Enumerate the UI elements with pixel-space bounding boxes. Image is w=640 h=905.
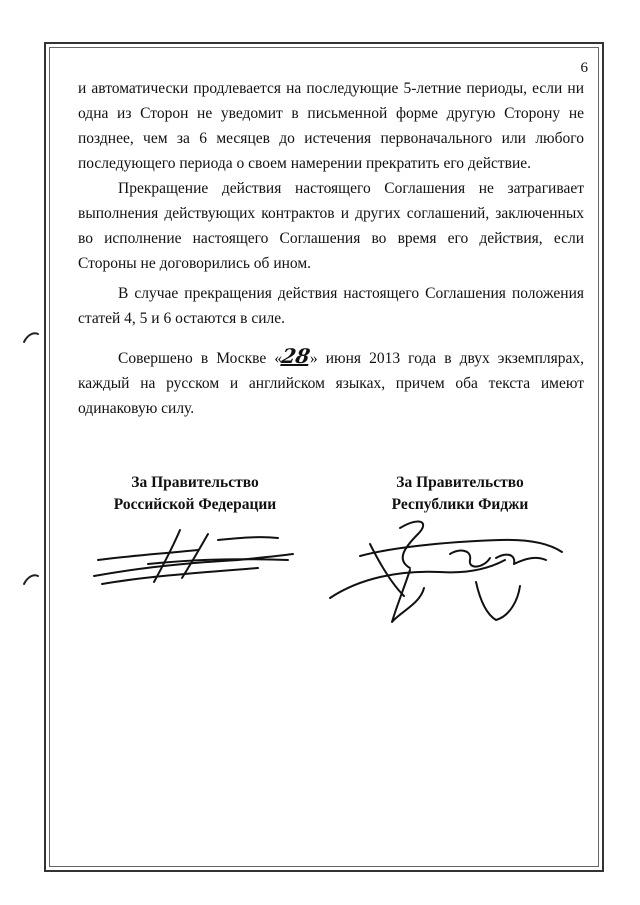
closing-after-date: » июня 2013 года в двух экземплярах, каждый на русском и английском языках, причем оба текста имеют одинаковую силу. — [78, 350, 584, 417]
signatory-left-line2: Российской Федерации — [113, 496, 277, 513]
margin-punch-mark — [22, 570, 40, 588]
paragraph-closing — [78, 346, 584, 421]
closing-before-date: Совершено в Москве « — [118, 350, 283, 367]
paragraph-3-text: В случае прекращения действия настоящего Соглашения положения статей 4, 5 и 6 остаются в силе. — [78, 285, 584, 327]
signature-republic-of-fiji — [300, 508, 570, 628]
signatory-russian-federation — [110, 472, 280, 516]
handwritten-date-day: 28 — [279, 344, 313, 368]
signatory-right-line2: Республики Фиджи — [391, 496, 529, 513]
paragraph-surviving-articles — [78, 281, 584, 331]
closing-text — [78, 346, 584, 421]
signature-russian-federation — [88, 520, 298, 590]
paragraph-2-text: Прекращение действия настоящего Соглашения не затрагивает выполнения действующих контрактов и других соглашений, заключенных во исполнение настоящего Соглашения во время его действия, если Стороны не договорились об ином. — [78, 180, 584, 272]
paragraph-1-text: и автоматически продлевается на последующие 5-летние периоды, если ни одна из Сторон не уведомит в письменной форме другую Сторону не позднее, чем за 6 месяцев до истечения первоначального или любого последующего периода о своем намерении прекратить его действие. — [78, 80, 584, 172]
page-number: 6 — [580, 60, 588, 76]
paragraph-continuation — [78, 76, 584, 176]
paragraph-termination-effects — [78, 176, 584, 276]
signatory-right-line1: За Правительство — [396, 474, 524, 491]
margin-punch-mark — [22, 328, 40, 346]
signatory-left-line1: За Правительство — [131, 474, 259, 491]
